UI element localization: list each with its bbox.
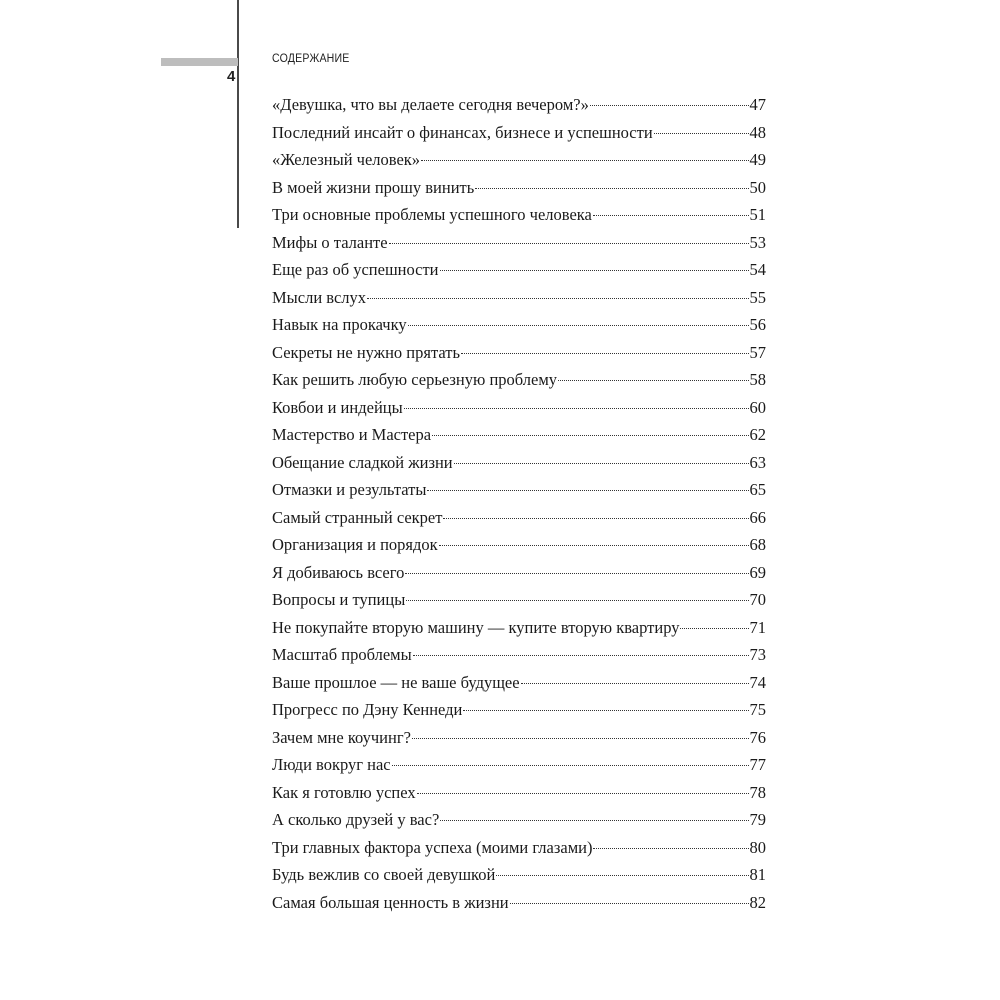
toc-dot-leader [432,433,748,436]
toc-entry-title: Как решить любую серьезную проблему [272,370,558,389]
toc-entry-page: 54 [749,260,766,279]
toc-entry-title: Еще раз об успешности [272,260,439,279]
toc-entry-title: Три основные проблемы успешного человека [272,205,592,224]
toc-entry [272,751,766,779]
toc-entry-title: Мифы о таланте [272,232,388,252]
toc-entry [272,559,766,587]
toc-entry-page: 60 [749,397,766,417]
toc-entry-title: «Девушка, что вы делаете сегодня вечером?» [272,95,589,114]
toc-entry [272,889,766,917]
toc-dot-leader [521,681,749,684]
toc-entry-page: 77 [749,755,766,774]
toc-entry [272,531,766,559]
toc-dot-leader [405,571,748,574]
toc-entry-page: 62 [749,425,766,444]
toc-entry [272,696,766,724]
toc-entry-title: Мысли вслух [272,287,367,307]
toc-entry [272,394,766,422]
toc-dot-leader [461,351,748,354]
toc-dot-leader [367,296,748,299]
toc-entry-page: 78 [749,782,766,802]
toc-dot-leader [392,763,749,766]
toc-entry-page: 69 [749,562,766,582]
toc-entry-page: 81 [749,865,766,884]
toc-entry [272,229,766,257]
toc-entry [272,614,766,642]
toc-entry-page: 48 [749,122,766,142]
toc-entry [272,201,766,229]
toc-dot-leader [440,268,749,271]
toc-entry-page: 65 [749,480,766,499]
toc-entry-title: Самый странный секрет [272,507,443,527]
toc-dot-leader [475,186,748,189]
toc-dot-leader [496,873,748,876]
toc-entry-page: 68 [749,535,766,554]
toc-dot-leader [463,708,748,711]
toc-dot-leader [421,158,748,161]
toc-entry [272,724,766,752]
toc-entry-title: Навык на прокачку [272,315,407,334]
toc-dot-leader [412,736,749,739]
toc-entry [272,366,766,394]
toc-entry [272,174,766,202]
toc-entry-page: 74 [749,672,766,692]
toc-entry-page: 79 [749,810,766,829]
toc-entry-title: Мастерство и Мастера [272,425,432,444]
toc-entry-title: Не покупайте вторую машину — купите вторую квартиру [272,617,680,637]
toc-entry-page: 82 [749,892,766,912]
toc-entry-title: Секреты не нужно прятать [272,342,461,362]
toc-entry-title: Последний инсайт о финансах, бизнесе и успешности [272,122,653,142]
toc-entry [272,449,766,477]
toc-entry-title: Зачем мне коучинг? [272,727,411,747]
toc-entry [272,339,766,367]
toc-dot-leader [593,846,748,849]
toc-dot-leader [443,516,748,519]
toc-dot-leader [454,461,749,464]
toc-entry [272,476,766,504]
toc-entry-title: Будь вежлив со своей девушкой [272,865,496,884]
toc-entry [272,806,766,834]
toc-entry [272,146,766,174]
toc-dot-leader [510,901,749,904]
toc-entry [272,91,766,119]
toc-entry-title: Прогресс по Дэну Кеннеди [272,700,463,719]
toc-entry-title: В моей жизни прошу винить [272,177,475,197]
toc-dot-leader [680,626,748,629]
toc-entry-title: Самая большая ценность в жизни [272,892,509,912]
page-number: 4 [227,68,236,85]
toc-entry-page: 76 [749,727,766,747]
toc-dot-leader [404,406,749,409]
section-title: СОДЕРЖАНИЕ [272,53,350,65]
toc-entry [272,421,766,449]
toc-entry-page: 70 [749,590,766,609]
toc-entry-page: 66 [749,507,766,527]
header-bar [161,58,238,66]
toc-entry-title: Ковбои и индейцы [272,397,403,417]
toc-entry [272,641,766,669]
toc-entry-page: 51 [749,205,766,224]
toc-entry-title: Я добиваюсь всего [272,562,405,582]
toc-dot-leader [593,213,749,216]
toc-dot-leader [440,818,748,821]
toc-entry-title: Отмазки и результаты [272,480,427,499]
toc-entry-page: 80 [749,837,766,857]
toc-entry-title: Ваше прошлое — не ваше будущее [272,672,520,692]
toc-entry-title: Вопросы и тупицы [272,590,406,609]
toc-entry-page: 75 [749,700,766,719]
toc-entry-title: Масштаб проблемы [272,645,412,664]
toc-entry-page: 57 [749,342,766,362]
toc-entry-title: Обещание сладкой жизни [272,452,453,472]
toc-dot-leader [406,598,748,601]
toc-entry-page: 49 [749,150,766,169]
toc-entry [272,586,766,614]
toc-entry-page: 53 [749,232,766,252]
toc-dot-leader [654,131,749,134]
toc-entry-title: Организация и порядок [272,535,438,554]
toc-entry-page: 47 [749,95,766,114]
toc-entry-page: 50 [749,177,766,197]
toc-entry-title: А сколько друзей у вас? [272,810,440,829]
toc-entry [272,256,766,284]
margin-rule [237,0,239,228]
toc-dot-leader [413,653,749,656]
toc-entry [272,779,766,807]
toc-dot-leader [590,103,749,106]
toc-dot-leader [408,323,749,326]
toc-entry-page: 56 [749,315,766,334]
toc-dot-leader [439,543,749,546]
toc-dot-leader [417,791,749,794]
toc-entry-page: 58 [749,370,766,389]
toc-entry-title: Люди вокруг нас [272,755,391,774]
toc-entry-title: Три главных фактора успеха (моими глазами) [272,837,593,857]
toc-entry-page: 55 [749,287,766,307]
toc-dot-leader [427,488,748,491]
toc-entry-page: 71 [749,617,766,637]
toc-entry [272,311,766,339]
toc-entry-title: «Железный человек» [272,150,421,169]
toc-entry [272,861,766,889]
toc-entry-page: 73 [749,645,766,664]
toc-entry [272,834,766,862]
toc-entry [272,119,766,147]
toc-entry-page: 63 [749,452,766,472]
table-of-contents [272,91,766,916]
toc-entry [272,669,766,697]
toc-entry [272,284,766,312]
toc-dot-leader [389,241,749,244]
toc-entry [272,504,766,532]
toc-dot-leader [558,378,748,381]
toc-entry-title: Как я готовлю успех [272,782,416,802]
